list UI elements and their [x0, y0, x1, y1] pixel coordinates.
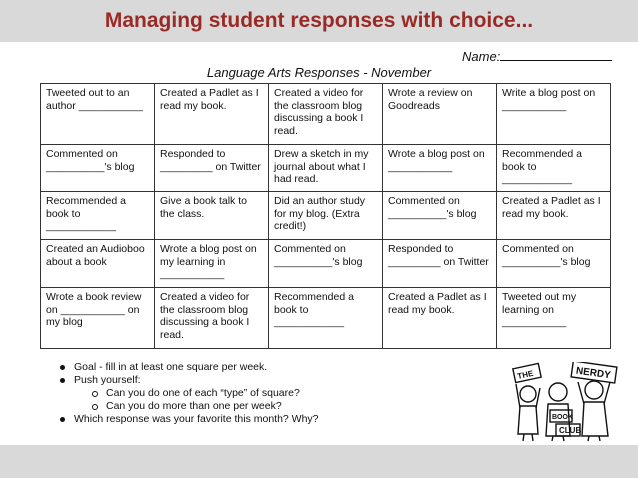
- table-cell: Wrote a blog post on ___________: [383, 145, 497, 192]
- slide-title: Managing student responses with choice...: [104, 9, 534, 32]
- table-cell: Give a book talk to the class.: [155, 192, 269, 240]
- table-cell: Wrote a review on Goodreads: [383, 84, 497, 145]
- table-cell: Commented on __________'s blog: [41, 145, 155, 192]
- nerdy-book-club-illustration: [512, 362, 620, 442]
- name-label: Name:: [462, 49, 501, 64]
- table-cell: Commented on __________'s blog: [269, 240, 383, 288]
- table-row: [41, 145, 611, 192]
- choice-board-table: [40, 83, 611, 349]
- table-cell: Responded to _________ on Twitter: [383, 240, 497, 288]
- art-text-nerdy: NERDY: [575, 365, 612, 382]
- list-item: Goal - fill in at least one square per week.: [60, 361, 319, 374]
- table-cell: Drew a sketch in my journal about what I had read.: [269, 145, 383, 192]
- list-item: Push yourself:: [60, 374, 319, 387]
- table-cell: Responded to _________ on Twitter: [155, 145, 269, 192]
- table-cell: Recommended a book to ____________: [269, 288, 383, 349]
- art-text-club: CLUB: [559, 426, 582, 435]
- instructions-list: [60, 361, 319, 426]
- list-item: Can you do more than one per week?: [60, 400, 319, 413]
- table-row: [41, 192, 611, 240]
- table-cell: Commented on __________'s blog: [383, 192, 497, 240]
- list-item: Which response was your favorite this month? Why?: [60, 413, 319, 426]
- table-cell: Commented on __________'s blog: [497, 240, 611, 288]
- table-cell: Wrote a blog post on my learning in ___________: [155, 240, 269, 288]
- table-cell: Created a video for the classroom blog discussing a book I read.: [155, 288, 269, 349]
- table-row: [41, 240, 611, 288]
- table-row: [41, 84, 611, 145]
- table-cell: Created a video for the classroom blog discussing a book I read.: [269, 84, 383, 145]
- table-cell: Recommended a book to ____________: [41, 192, 155, 240]
- table-cell: Created an Audioboo about a book: [41, 240, 155, 288]
- table-cell: Created a Padlet as I read my book.: [497, 192, 611, 240]
- table-cell: Write a blog post on ___________: [497, 84, 611, 145]
- table-cell: Tweeted out to an author ___________: [41, 84, 155, 145]
- table-cell: Created a Padlet as I read my book.: [383, 288, 497, 349]
- table-cell: Created a Padlet as I read my book.: [155, 84, 269, 145]
- name-blank: [500, 48, 612, 61]
- art-text-book: BOOK: [552, 414, 573, 421]
- list-item: Can you do one of each “type” of square?: [60, 387, 319, 400]
- table-cell: Recommended a book to ____________: [497, 145, 611, 192]
- table-cell: Did an author study for my blog. (Extra credit!): [269, 192, 383, 240]
- bottom-bar: [0, 445, 638, 478]
- table-cell: Wrote a book review on ___________ on my blog: [41, 288, 155, 349]
- table-row: [41, 288, 611, 349]
- title-bar: [0, 0, 638, 42]
- art-text-the: THE: [516, 368, 535, 381]
- table-cell: Tweeted out my learning on ___________: [497, 288, 611, 349]
- worksheet-title: Language Arts Responses - November: [206, 65, 432, 80]
- name-field: [462, 48, 612, 64]
